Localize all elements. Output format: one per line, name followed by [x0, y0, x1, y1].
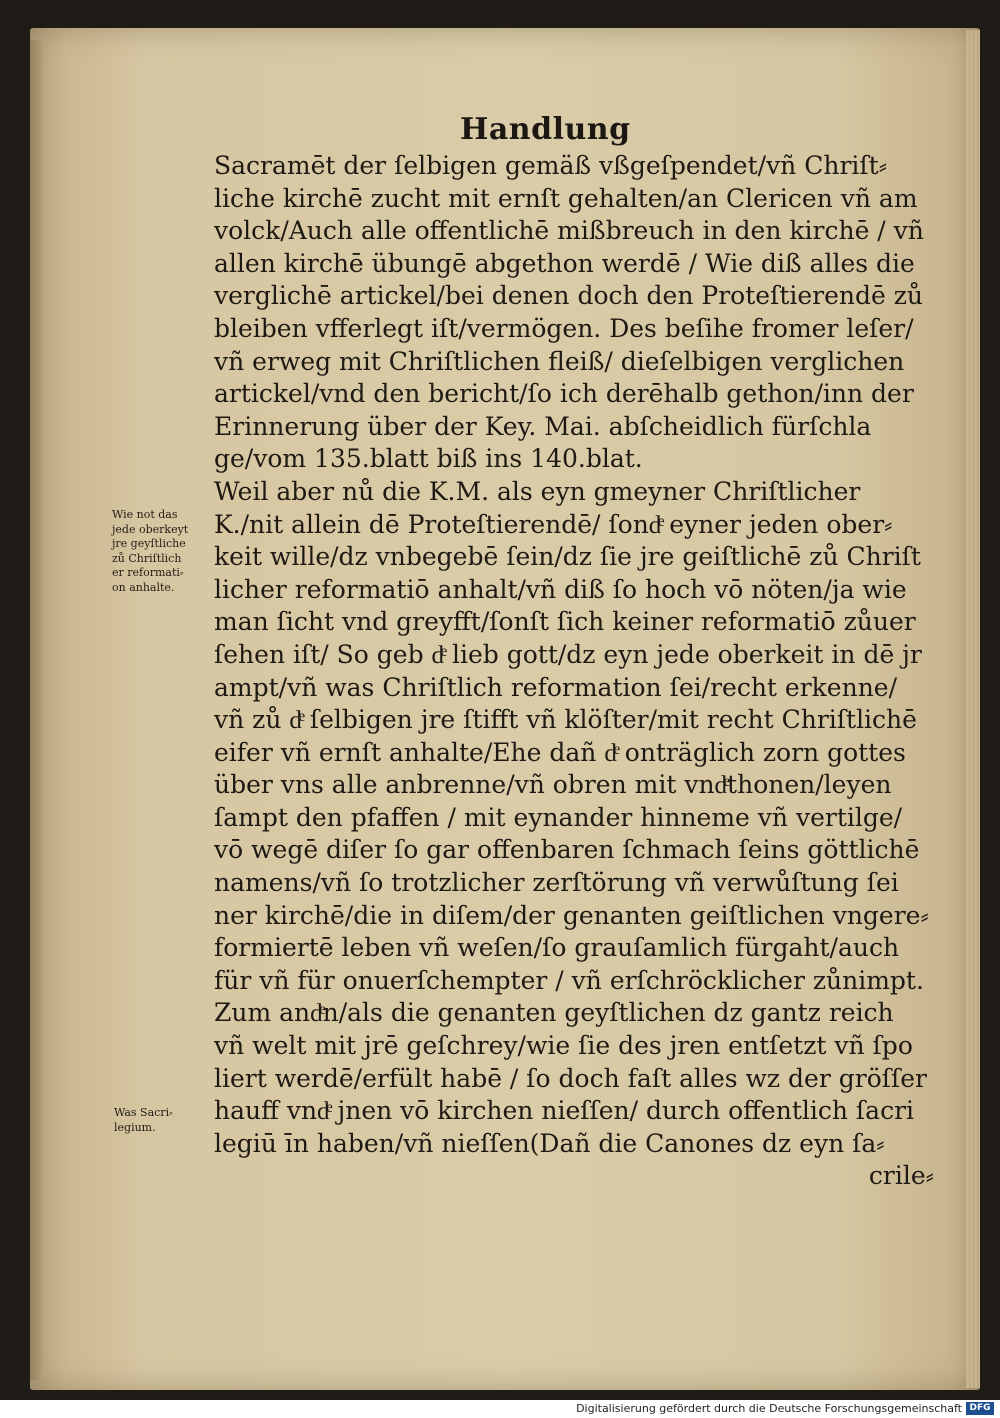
text-line: für vñ für onuerſchempter / vñ erſchröcklicher zůnimpt.	[214, 965, 924, 995]
text-line: vñ erweg mit Chriſtlichen fleiß/ dieſelbigen verglichen	[214, 346, 905, 376]
margin-note-line: Wie not das	[112, 508, 178, 521]
text-line: artickel/vnd den bericht/ſo ich derēhalb gethon/inn der	[214, 379, 914, 409]
text-line: Erinnerung über der Key. Mai. abſcheidlich fürſchla	[214, 411, 872, 441]
text-line: volck/Auch alle offentlichē mißbreuch in den kirchē / vñ	[214, 216, 924, 246]
text-line: ſampt den pfaffen / mit eynander hinneme vñ vertilge/	[214, 802, 903, 832]
text-line: Weil aber nů die K.M. als eyn gmeyner Chriſtlicher	[214, 476, 861, 506]
body-text	[214, 150, 934, 1193]
page-edge	[966, 30, 980, 1388]
text-line: bleiben vfferlegt iſt/vermögen. Des beſihe fromer leſer/	[214, 313, 914, 343]
margin-note	[114, 1106, 214, 1135]
text-line: ge/vom 135.blatt biß ins 140.blat.	[214, 444, 643, 474]
text-line: hauff vndͤ jnen vō kirchen nieſſen/ durch offentlich ſacri	[214, 1096, 915, 1126]
text-line: Sacramēt der ſelbigen gemäß vßgeſpendet/vñ Chriſt⸗	[214, 151, 888, 180]
text-line: namens/vñ ſo trotzlicher zerſtörung vñ verwůſtung ſei	[214, 868, 899, 898]
book-spine	[30, 40, 44, 1380]
margin-note-line: Was Sacri⸗	[114, 1106, 173, 1119]
digitization-footer	[0, 1400, 1000, 1418]
text-line: formiertē leben vñ weſen/ſo grauſamlich fürgaht/auch	[214, 933, 900, 963]
text-line: allen kirchē übungē abgethon werdē / Wie diß alles die	[214, 248, 915, 278]
margin-note-line: legium.	[114, 1120, 156, 1134]
margin-note-line: jede oberkeyt	[112, 522, 189, 536]
margin-note-line: er reformati⸗	[112, 566, 184, 579]
text-line: vñ welt mit jrē geſchrey/wie ſie des jren entſetzt vñ ſpo	[214, 1031, 913, 1061]
text-line: ampt/vñ was Chriſtlich reformation ſei/recht erkenne/	[214, 672, 898, 702]
text-line: verglichē artickel/bei denen doch den Proteſtierendē zů	[214, 281, 924, 311]
text-line: legiū īn haben/vñ nieſſen(Dañ die Canones dz eyn ſa⸗	[214, 1128, 885, 1158]
text-line: liert werdē/erfült habē / ſo doch faſt alles wz der gröſſer	[214, 1063, 928, 1093]
catchword: crile⸗	[868, 1161, 934, 1191]
text-line: eifer vñ ernſt anhalte/Ehe dañ dͤ onträglich zorn gottes	[214, 737, 906, 767]
text-line: vñ zů dͤ ſelbigen jre ſtifft vñ klöſter/mit recht Chriſtlichē	[214, 705, 917, 735]
text-line: ner kirchē/die in diſem/der genanten geiſtlichen vngere⸗	[214, 900, 929, 930]
text-line: liche kirchē zucht mit ernſt gehalten/an Clericen vñ am	[214, 183, 918, 213]
margin-note	[112, 508, 212, 595]
text-line: K./nit allein dē Proteſtierendē/ ſondͤ eyner jeden ober⸗	[214, 509, 893, 539]
text-line: über vns alle anbrenne/vñ obren mit vndͤthonen/leyen	[214, 770, 892, 800]
margin-note-line: jre geyſtliche	[112, 537, 186, 550]
running-header: Handlung	[460, 112, 631, 147]
text-line: vō wegē diſer ſo gar offenbaren ſchmach ſeins göttlichē	[214, 835, 920, 865]
text-line: ſehen iſt/ So geb dͤ lieb gott/dz eyn jede oberkeit in dē jr	[214, 639, 922, 669]
margin-note-line: on anhalte.	[112, 580, 175, 594]
funding-credit: Digitalisierung gefördert durch die Deutsche Forschungsgemeinschaft	[576, 1402, 962, 1415]
text-line: Zum andͤn/als die genanten geyſtlichen dz gantz reich	[214, 998, 894, 1028]
text-line: keit wille/dz vnbegebē ſein/dz ſie jre geiſtlichē zů Chriſt	[214, 542, 921, 572]
text-line: man ſicht vnd greyfft/ſonſt ſich keiner reformatiō zůuer	[214, 607, 916, 637]
dfg-logo: DFG	[966, 1402, 994, 1415]
text-line: licher reformatiō anhalt/vñ diß ſo hoch vō nöten/ja wie	[214, 574, 907, 604]
margin-note-line: zů Chriſtlich	[112, 551, 182, 565]
